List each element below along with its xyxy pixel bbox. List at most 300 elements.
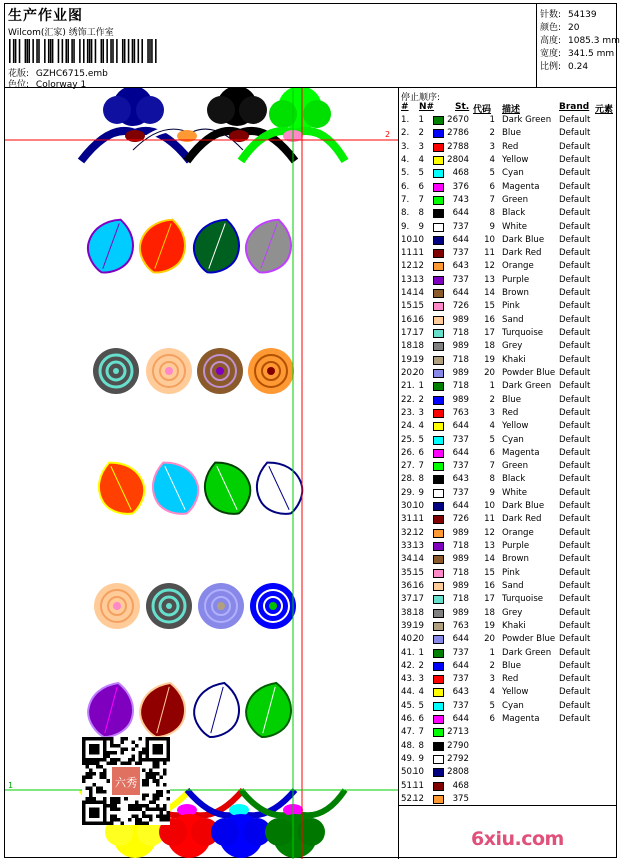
row-description: Dark Green xyxy=(502,647,552,658)
row-needle: 10 xyxy=(413,234,424,245)
row-description: Dark Red xyxy=(502,248,542,259)
row-code: 2 xyxy=(489,128,495,139)
row-stitches: 989 xyxy=(452,367,469,378)
table-row xyxy=(399,660,618,673)
row-needle: 15 xyxy=(413,301,424,312)
color-swatch xyxy=(433,289,444,298)
row-code: 6 xyxy=(489,447,495,458)
row-stitches: 644 xyxy=(452,634,469,645)
row-brand: Default xyxy=(559,567,591,578)
circle-row-2 xyxy=(94,583,296,629)
row-description: Blue xyxy=(502,128,522,139)
design-preview xyxy=(5,88,398,859)
row-needle: 7 xyxy=(418,727,424,738)
row-index: 18. xyxy=(401,341,415,352)
row-code: 10 xyxy=(484,234,495,245)
row-index: 38. xyxy=(401,607,415,618)
pattern-label: 花版: xyxy=(8,69,30,79)
row-code: 5 xyxy=(489,434,495,445)
color-swatch xyxy=(433,449,444,458)
row-stitches: 718 xyxy=(452,541,469,551)
row-description: Orange xyxy=(502,261,534,272)
row-brand: Default xyxy=(559,474,591,485)
top-scallop-motif xyxy=(81,88,345,161)
row-stitches: 2713 xyxy=(447,727,469,738)
row-needle: 10 xyxy=(413,767,424,778)
table-row xyxy=(399,700,618,713)
table-row xyxy=(399,167,618,180)
row-stitches: 644 xyxy=(452,714,469,725)
row-code: 20 xyxy=(484,367,495,378)
row-description: Brown xyxy=(502,288,529,299)
row-needle: 8 xyxy=(418,208,424,219)
color-swatch xyxy=(433,529,444,538)
row-stitches: 737 xyxy=(452,461,469,472)
row-stitches: 737 xyxy=(452,647,469,658)
row-description: Red xyxy=(502,674,519,685)
table-row xyxy=(399,607,618,620)
table-row xyxy=(399,620,618,633)
row-description: Yellow xyxy=(502,154,529,165)
table-row xyxy=(399,260,618,273)
table-row xyxy=(399,394,618,407)
row-needle: 4 xyxy=(418,421,424,432)
table-row xyxy=(399,593,618,606)
row-brand: Default xyxy=(559,594,591,605)
table-row xyxy=(399,673,618,686)
row-stitches: 989 xyxy=(452,554,469,565)
row-brand: Default xyxy=(559,181,591,192)
row-brand: Default xyxy=(559,288,591,299)
row-description: Cyan xyxy=(502,434,524,445)
row-description: Khaki xyxy=(502,354,526,365)
row-description: Magenta xyxy=(502,181,540,192)
row-index: 46. xyxy=(401,714,415,725)
guide-label-2: 2 xyxy=(385,130,391,139)
row-needle: 10 xyxy=(413,501,424,512)
color-sequence-list xyxy=(398,88,617,805)
row-stitches: 718 xyxy=(452,567,469,578)
row-needle: 12 xyxy=(413,527,424,538)
row-description: White xyxy=(502,487,527,498)
row-index: 41. xyxy=(401,647,415,658)
row-index: 8. xyxy=(401,208,410,219)
color-swatch xyxy=(433,276,444,285)
color-swatch xyxy=(433,582,444,591)
row-index: 17. xyxy=(401,328,415,338)
row-brand: Default xyxy=(559,154,591,165)
row-stitches: 718 xyxy=(452,354,469,365)
row-brand: Default xyxy=(559,248,591,259)
row-stitches: 2788 xyxy=(447,141,469,152)
row-index: 40. xyxy=(401,634,415,645)
color-swatch xyxy=(433,555,444,564)
row-index: 43. xyxy=(401,674,415,685)
row-brand: Default xyxy=(559,354,591,365)
row-needle: 5 xyxy=(418,168,424,179)
row-needle: 18 xyxy=(413,607,424,618)
row-index: 15. xyxy=(401,301,415,312)
row-code: 5 xyxy=(489,168,495,179)
row-description: Turquoise xyxy=(502,594,544,605)
row-description: Turquoise xyxy=(502,328,544,338)
table-row xyxy=(399,340,618,353)
row-description: Khaki xyxy=(502,620,526,631)
row-needle: 6 xyxy=(418,447,424,458)
row-brand: Default xyxy=(559,687,591,698)
row-stitches: 989 xyxy=(452,341,469,352)
leaf-row-1 xyxy=(81,212,300,280)
row-index: 5. xyxy=(401,168,410,179)
row-needle: 4 xyxy=(418,687,424,698)
row-needle: 1 xyxy=(418,647,424,658)
table-row xyxy=(399,407,618,420)
color-swatch xyxy=(433,249,444,258)
row-brand: Default xyxy=(559,421,591,432)
color-swatch xyxy=(433,622,444,631)
row-code: 12 xyxy=(484,527,495,538)
color-swatch xyxy=(433,635,444,644)
col-header-brand: Brand xyxy=(559,102,590,112)
row-description: Pink xyxy=(502,567,520,578)
color-swatch xyxy=(433,169,444,178)
row-stitches: 375 xyxy=(452,793,469,804)
color-swatch xyxy=(433,768,444,777)
row-brand: Default xyxy=(559,434,591,445)
row-stitches: 718 xyxy=(452,328,469,338)
row-index: 47. xyxy=(401,727,415,738)
color-swatch xyxy=(433,356,444,365)
row-brand: Default xyxy=(559,234,591,245)
row-description: Black xyxy=(502,474,526,485)
row-code: 11 xyxy=(484,248,495,259)
table-row xyxy=(399,513,618,526)
color-swatch xyxy=(433,369,444,378)
color-swatch xyxy=(433,569,444,578)
row-index: 19. xyxy=(401,354,415,365)
row-description: Green xyxy=(502,461,529,472)
row-stitches: 743 xyxy=(452,194,469,205)
row-needle: 15 xyxy=(413,567,424,578)
row-brand: Default xyxy=(559,674,591,685)
color-swatch xyxy=(433,329,444,338)
row-stitches: 2804 xyxy=(447,154,469,165)
color-swatch xyxy=(433,302,444,311)
row-code: 9 xyxy=(489,487,495,498)
row-stitches: 2808 xyxy=(447,767,469,778)
row-brand: Default xyxy=(559,407,591,418)
row-brand: Default xyxy=(559,194,591,205)
row-needle: 5 xyxy=(418,434,424,445)
table-row xyxy=(399,221,618,234)
row-needle: 8 xyxy=(418,474,424,485)
row-description: Blue xyxy=(502,394,522,405)
row-needle: 9 xyxy=(418,221,424,232)
row-description: Purple xyxy=(502,274,530,285)
row-index: 13. xyxy=(401,274,415,285)
color-swatch xyxy=(433,196,444,205)
color-swatch xyxy=(433,436,444,445)
row-code: 8 xyxy=(489,474,495,485)
row-code: 6 xyxy=(489,714,495,725)
table-row xyxy=(399,367,618,380)
row-index: 28. xyxy=(401,474,415,485)
color-swatch xyxy=(433,316,444,325)
row-brand: Default xyxy=(559,168,591,179)
row-index: 31. xyxy=(401,514,415,525)
color-swatch xyxy=(433,489,444,498)
row-needle: 4 xyxy=(418,154,424,165)
table-row xyxy=(399,766,618,779)
color-swatch xyxy=(433,409,444,418)
leaf-row-2 xyxy=(89,453,311,523)
production-sheet xyxy=(4,3,620,858)
row-needle: 2 xyxy=(418,660,424,671)
color-swatch xyxy=(433,728,444,737)
row-needle: 6 xyxy=(418,181,424,192)
row-description: Grey xyxy=(502,607,523,618)
row-stitches: 2790 xyxy=(447,740,469,751)
color-swatch xyxy=(433,662,444,671)
row-description: Blue xyxy=(502,660,522,671)
row-needle: 8 xyxy=(418,740,424,751)
color-swatch xyxy=(433,795,444,804)
row-stitches: 763 xyxy=(452,407,469,418)
row-needle: 9 xyxy=(418,754,424,764)
row-description: Dark Green xyxy=(502,381,552,392)
row-code: 19 xyxy=(484,620,495,631)
row-brand: Default xyxy=(559,261,591,272)
row-brand: Default xyxy=(559,341,591,352)
table-row xyxy=(399,460,618,473)
qr-code xyxy=(82,737,170,825)
row-index: 32. xyxy=(401,527,415,538)
table-row xyxy=(399,234,618,247)
row-needle: 3 xyxy=(418,407,424,418)
col-header-stitches: St. xyxy=(455,102,470,112)
row-stitches: 718 xyxy=(452,594,469,605)
row-index: 3. xyxy=(401,141,410,152)
row-brand: Default xyxy=(559,381,591,392)
row-code: 3 xyxy=(489,407,495,418)
row-stitches: 644 xyxy=(452,234,469,245)
leaf-grey xyxy=(239,212,300,280)
row-code: 1 xyxy=(489,381,495,392)
colorway-value: Colorway 1 xyxy=(35,80,87,90)
table-row xyxy=(399,753,618,766)
row-code: 18 xyxy=(484,607,495,618)
row-code: 17 xyxy=(484,594,495,605)
table-row xyxy=(399,580,618,593)
row-code: 4 xyxy=(489,421,495,432)
row-stitches: 644 xyxy=(452,660,469,671)
row-stitches: 726 xyxy=(452,301,469,312)
stat-scale: 比例: 0.24 xyxy=(540,62,589,72)
color-swatch xyxy=(433,143,444,152)
colorway-label: 色位: xyxy=(8,80,30,90)
table-row xyxy=(399,487,618,500)
row-brand: Default xyxy=(559,634,591,645)
row-brand: Default xyxy=(559,367,591,378)
color-swatch xyxy=(433,396,444,405)
color-swatch xyxy=(433,116,444,125)
row-stitches: 2792 xyxy=(447,754,469,764)
row-index: 16. xyxy=(401,314,415,325)
row-code: 1 xyxy=(489,115,495,125)
row-description: Red xyxy=(502,407,519,418)
row-stitches: 737 xyxy=(452,487,469,498)
leaf-red xyxy=(133,212,194,280)
row-needle: 7 xyxy=(418,194,424,205)
row-stitches: 468 xyxy=(452,168,469,179)
row-description: Dark Green xyxy=(502,115,552,125)
company-name: Wilcom(汇家) 绣饰工作室 xyxy=(8,28,114,38)
col-header-element: 元素 xyxy=(595,105,614,115)
color-rows xyxy=(399,114,618,806)
table-row xyxy=(399,141,618,154)
row-needle: 14 xyxy=(413,554,424,565)
row-needle: 3 xyxy=(418,141,424,152)
circle-row-1 xyxy=(93,348,294,394)
stat-colors: 颜色: 20 xyxy=(540,23,580,33)
table-row xyxy=(399,287,618,300)
table-row xyxy=(399,633,618,646)
row-index: 48. xyxy=(401,740,415,751)
row-index: 11. xyxy=(401,248,415,259)
row-code: 2 xyxy=(489,394,495,405)
row-needle: 6 xyxy=(418,714,424,725)
row-brand: Default xyxy=(559,221,591,232)
row-description: Magenta xyxy=(502,447,540,458)
row-stitches: 644 xyxy=(452,421,469,432)
row-brand: Default xyxy=(559,394,591,405)
row-index: 21. xyxy=(401,381,415,392)
table-row xyxy=(399,207,618,220)
row-code: 3 xyxy=(489,674,495,685)
row-needle: 12 xyxy=(413,793,424,804)
color-swatch xyxy=(433,715,444,724)
row-description: Brown xyxy=(502,554,529,565)
row-code: 1 xyxy=(489,647,495,658)
row-index: 44. xyxy=(401,687,415,698)
table-row xyxy=(399,274,618,287)
row-index: 25. xyxy=(401,434,415,445)
row-stitches: 643 xyxy=(452,261,469,272)
row-index: 50. xyxy=(401,767,415,778)
row-code: 12 xyxy=(484,261,495,272)
row-brand: Default xyxy=(559,128,591,139)
row-needle: 11 xyxy=(413,248,424,259)
row-stitches: 644 xyxy=(452,288,469,299)
color-swatch xyxy=(433,209,444,218)
row-needle: 13 xyxy=(413,274,424,285)
row-index: 36. xyxy=(401,580,415,591)
color-swatch xyxy=(433,702,444,711)
row-brand: Default xyxy=(559,647,591,658)
row-description: Dark Blue xyxy=(502,501,545,512)
row-code: 8 xyxy=(489,208,495,219)
row-description: Purple xyxy=(502,541,530,551)
table-row xyxy=(399,647,618,660)
row-stitches: 989 xyxy=(452,394,469,405)
row-brand: Default xyxy=(559,141,591,152)
col-header-code: 代码 xyxy=(473,105,492,115)
row-brand: Default xyxy=(559,527,591,538)
row-code: 6 xyxy=(489,181,495,192)
row-code: 11 xyxy=(484,514,495,525)
row-code: 15 xyxy=(484,567,495,578)
row-code: 20 xyxy=(484,634,495,645)
row-description: Cyan xyxy=(502,700,524,711)
row-index: 49. xyxy=(401,754,415,764)
row-brand: Default xyxy=(559,620,591,631)
color-swatch xyxy=(433,755,444,764)
row-index: 52. xyxy=(401,793,415,804)
row-index: 34. xyxy=(401,554,415,565)
row-code: 9 xyxy=(489,221,495,232)
row-index: 2. xyxy=(401,128,410,139)
row-needle: 1 xyxy=(418,381,424,392)
row-code: 10 xyxy=(484,501,495,512)
row-needle: 12 xyxy=(413,261,424,272)
col-header-index: # xyxy=(401,102,409,112)
stats-panel xyxy=(536,4,620,88)
color-swatch xyxy=(433,183,444,192)
row-index: 30. xyxy=(401,501,415,512)
row-code: 15 xyxy=(484,301,495,312)
color-swatch xyxy=(433,262,444,271)
row-stitches: 737 xyxy=(452,674,469,685)
row-index: 29. xyxy=(401,487,415,498)
color-swatch xyxy=(433,542,444,551)
row-code: 13 xyxy=(484,541,495,551)
row-description: Powder Blue xyxy=(502,367,556,378)
table-row xyxy=(399,154,618,167)
row-brand: Default xyxy=(559,274,591,285)
row-description: Dark Red xyxy=(502,514,542,525)
watermark-logo: 6xiu.com xyxy=(471,828,564,850)
row-needle: 14 xyxy=(413,288,424,299)
qr-badge: 六秀 xyxy=(114,776,138,790)
row-needle: 20 xyxy=(413,634,424,645)
row-needle: 16 xyxy=(413,314,424,325)
table-row xyxy=(399,434,618,447)
color-swatch xyxy=(433,742,444,751)
row-needle: 11 xyxy=(413,780,424,791)
row-code: 7 xyxy=(489,461,495,472)
table-row xyxy=(399,527,618,540)
row-brand: Default xyxy=(559,208,591,219)
table-row xyxy=(399,420,618,433)
row-brand: Default xyxy=(559,541,591,551)
table-row xyxy=(399,181,618,194)
pattern-value: GZHC6715.emb xyxy=(35,69,108,79)
row-stitches: 989 xyxy=(452,607,469,618)
row-index: 42. xyxy=(401,660,415,671)
row-needle: 13 xyxy=(413,541,424,551)
color-swatch xyxy=(433,502,444,511)
row-brand: Default xyxy=(559,700,591,711)
table-row xyxy=(399,473,618,486)
row-stitches: 737 xyxy=(452,434,469,445)
row-stitches: 718 xyxy=(452,381,469,392)
row-code: 18 xyxy=(484,341,495,352)
row-brand: Default xyxy=(559,660,591,671)
row-needle: 17 xyxy=(413,328,424,338)
row-description: Yellow xyxy=(502,687,529,698)
row-description: Cyan xyxy=(502,168,524,179)
guide-lines xyxy=(5,88,398,859)
